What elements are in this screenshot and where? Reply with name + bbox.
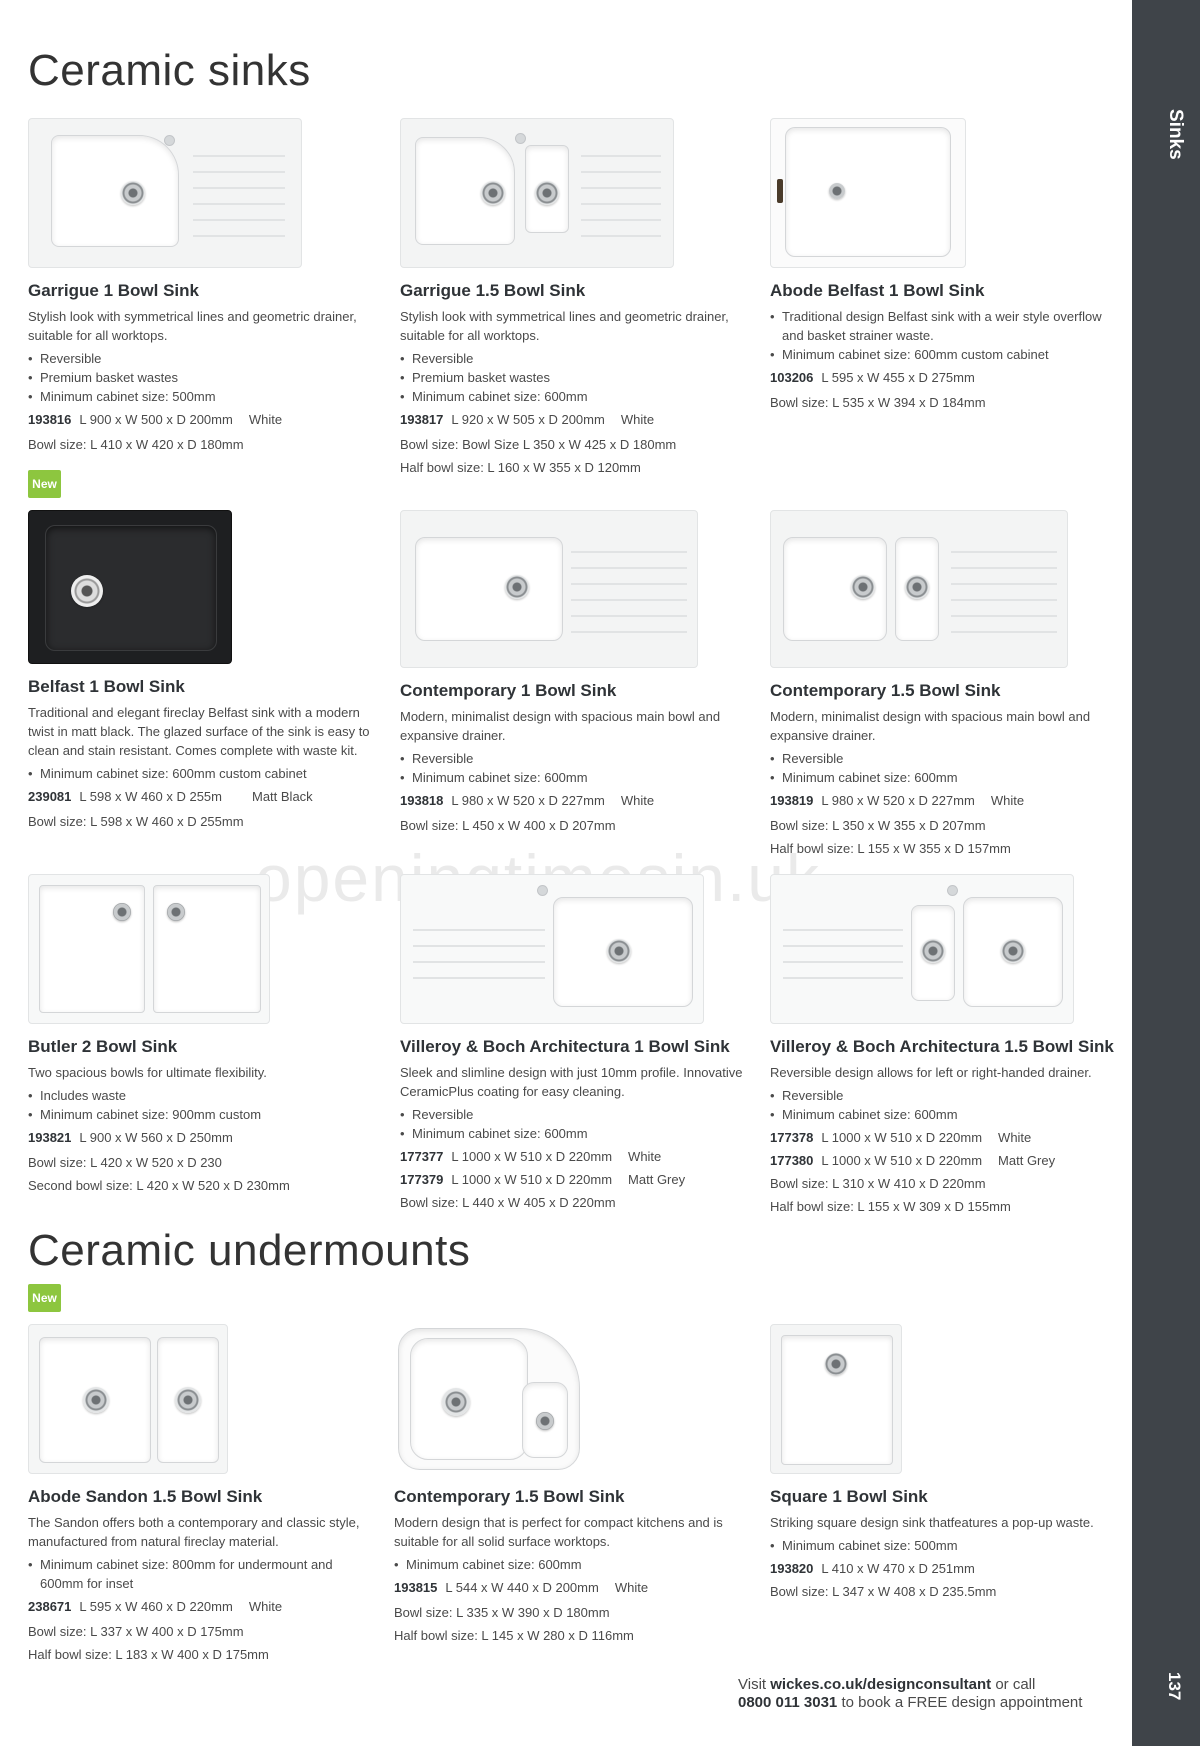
spec-row [400,1147,748,1166]
dimensions: L 980 x W 520 x D 227mm [821,793,975,808]
dimensions: L 1000 x W 510 x D 220mm [451,1172,613,1187]
product-code: 177377 [400,1149,444,1164]
product-code: 238671 [28,1599,72,1614]
bowl-size: Bowl size: L 535 x W 394 x D 184mm [770,395,986,410]
feature-item: • Reversible [400,749,748,768]
product-name: Villeroy & Boch Architectura 1.5 Bowl Sink [770,1037,1114,1056]
bowl-size: Bowl size: L 598 x W 460 x D 255mm [28,814,244,829]
product-code: 193821 [28,1130,72,1145]
page-number: 137 [1165,1672,1184,1701]
feature-item: • Minimum cabinet size: 600mm [400,768,748,787]
product-card-belfast-black[interactable] [28,510,376,831]
feature-item: • Reversible [400,1105,748,1124]
feature-item: • Premium basket wastes [400,368,748,387]
product-code: 193820 [770,1561,814,1576]
product-description: Stylish look with symmetrical lines and geometric drainer, suitable for all worktops. [400,309,729,343]
finish: White [248,1599,283,1614]
finish: White [620,412,655,427]
product-card-abode-sandon[interactable] [28,1324,376,1664]
bowl-size: Bowl size: L 410 x W 420 x D 180mm [28,437,244,452]
product-name: Garrigue 1.5 Bowl Sink [400,281,586,300]
feature-list [400,749,748,787]
feature-list [770,1086,1118,1124]
sink-image [400,874,704,1024]
sink-image [770,874,1074,1024]
finish: Matt Grey [998,1153,1056,1168]
feature-list [28,1086,376,1124]
feature-list [28,1555,376,1593]
sink-image [28,1324,228,1474]
finish: White [628,1149,662,1164]
product-name: Abode Belfast 1 Bowl Sink [770,281,985,300]
spec-row [770,1151,1118,1170]
product-code: 193817 [400,412,444,427]
product-name: Contemporary 1 Bowl Sink [400,681,617,700]
product-description: Striking square design sink thatfeatures a pop-up waste. [770,1515,1094,1530]
feature-item: • Minimum cabinet size: 600mm custom cabinet [28,764,376,783]
spec-row [28,787,376,806]
spec-row [400,1170,748,1189]
spec-row [770,1559,1118,1578]
product-name: Garrigue 1 Bowl Sink [28,281,199,300]
product-description: Stylish look with symmetrical lines and geometric drainer, suitable for all worktops. [28,309,357,343]
finish: White [248,412,283,427]
product-card-contemporary-15-bowl[interactable] [770,510,1118,858]
product-description: Traditional and elegant fireclay Belfast sink with a modern twist in matt black. The glazed surface of the sink is easy to clean and stain resistant. Comes complete with waste kit. [28,705,370,758]
product-description: The Sandon offers both a contemporary and classic style, manufactured from natural fireclay material. [28,1515,360,1549]
footer-visit: Visit [738,1676,767,1693]
feature-item: • Minimum cabinet size: 500mm [28,387,376,406]
sink-image [28,874,270,1024]
feature-item: • Reversible [28,349,376,368]
feature-item: • Reversible [400,349,748,368]
second-bowl-size: Second bowl size: L 420 x W 520 x D 230mm [28,1178,290,1193]
product-name: Square 1 Bowl Sink [770,1487,928,1506]
product-card-contemporary-1-bowl[interactable] [400,510,748,835]
spec-row [770,791,1118,810]
feature-item: • Minimum cabinet size: 600mm [400,1124,748,1143]
bowl-size: Bowl size: L 350 x W 355 x D 207mm [770,818,986,833]
feature-item: • Includes waste [28,1086,376,1105]
dimensions: L 980 x W 520 x D 227mm [451,793,605,808]
product-code: 193818 [400,793,444,808]
feature-item: • Minimum cabinet size: 900mm custom [28,1105,376,1124]
dimensions: L 544 x W 440 x D 200mm [445,1580,599,1595]
product-name: Abode Sandon 1.5 Bowl Sink [28,1487,263,1506]
feature-item: • Minimum cabinet size: 600mm custom cabinet [770,345,1118,364]
product-description: Modern design that is perfect for compact kitchens and is suitable for all solid surface worktops. [394,1515,723,1549]
product-code: 177378 [770,1130,814,1145]
half-bowl-size: Half bowl size: L 155 x W 355 x D 157mm [770,841,1011,856]
feature-list [28,764,376,783]
spec-row [400,410,748,429]
product-card-vb-architectura-15-bowl[interactable] [770,874,1118,1216]
footer-cta [738,1676,1118,1712]
dimensions: L 410 x W 470 x D 251mm [821,1561,975,1576]
bowl-size: Bowl size: Bowl Size L 350 x W 425 x D 180mm [400,437,677,452]
bowl-size: Bowl size: L 420 x W 520 x D 230 [28,1155,222,1170]
sidebar-tab-label: Sinks [1165,108,1186,160]
product-card-garrigue-1-bowl[interactable] [28,118,376,454]
feature-list [770,307,1118,364]
half-bowl-size: Half bowl size: L 155 x W 309 x D 155mm [770,1199,1011,1214]
product-name: Belfast 1 Bowl Sink [28,677,185,696]
footer-suffix: to book a FREE design appointment [841,1694,1083,1711]
spec-row [28,1128,376,1147]
feature-item: • Minimum cabinet size: 600mm [394,1555,742,1574]
spec-row [770,368,1118,387]
product-card-square-1-bowl[interactable] [770,1324,1118,1601]
bowl-size: Bowl size: L 347 x W 408 x D 235.5mm [770,1584,997,1599]
footer-url-link[interactable]: wickes.co.uk/designconsultant [770,1676,992,1693]
right-sidebar [1132,0,1200,1746]
feature-list [770,1536,1118,1555]
product-name: Villeroy & Boch Architectura 1 Bowl Sink [400,1037,730,1056]
sink-image [770,510,1068,668]
feature-item: • Minimum cabinet size: 600mm [770,768,1118,787]
product-card-abode-belfast[interactable] [770,118,1118,412]
sink-image [394,1324,584,1474]
product-code: 193815 [394,1580,438,1595]
product-code: 193819 [770,793,814,808]
half-bowl-size: Half bowl size: L 183 x W 400 x D 175mm [28,1647,269,1662]
footer-phone[interactable]: 0800 011 3031 [738,1694,838,1711]
feature-list [770,749,1118,787]
product-code: 177379 [400,1172,444,1187]
product-description: Reversible design allows for left or right-handed drainer. [770,1065,1092,1080]
spec-row [28,1597,376,1616]
sink-image [400,510,698,668]
finish: Matt Black [251,789,313,804]
half-bowl-size: Half bowl size: L 145 x W 280 x D 116mm [394,1628,634,1643]
feature-list [394,1555,742,1574]
spec-row [394,1578,742,1597]
product-code: 103206 [770,370,814,385]
dimensions: L 1000 x W 510 x D 220mm [821,1130,983,1145]
sink-image [770,1324,902,1474]
product-card-butler-2-bowl[interactable] [28,874,376,1195]
feature-item: • Minimum cabinet size: 800mm for undermount and 600mm for inset [28,1555,376,1593]
new-badge: New [28,1284,61,1312]
feature-item: • Traditional design Belfast sink with a weir style overflow and basket strainer waste. [770,307,1118,345]
dimensions: L 598 x W 460 x D 255m [79,789,222,804]
dimensions: L 900 x W 560 x D 250mm [79,1130,233,1145]
sink-image [770,118,966,268]
feature-item: • Reversible [770,749,1118,768]
bowl-size: Bowl size: L 440 x W 405 x D 220mm [400,1195,616,1210]
section-title-ceramic-sinks: Ceramic sinks [28,46,311,95]
bowl-size: Bowl size: L 310 x W 410 x D 220mm [770,1176,986,1191]
new-badge: New [28,470,61,498]
feature-list [28,349,376,406]
finish: Matt Grey [628,1172,686,1187]
feature-item: • Minimum cabinet size: 600mm [770,1105,1118,1124]
feature-list [400,1105,748,1143]
feature-item: • Minimum cabinet size: 600mm [400,387,748,406]
product-description: Modern, minimalist design with spacious main bowl and expansive drainer. [770,709,1091,743]
dimensions: L 595 x W 460 x D 220mm [79,1599,233,1614]
spec-row [400,791,748,810]
product-description: Sleek and slimline design with just 10mm profile. Innovative CeramicPlus coating for easy cleaning. [400,1065,743,1099]
feature-item: • Reversible [770,1086,1118,1105]
product-card-contemporary-15-undermount[interactable] [394,1324,742,1645]
bowl-size: Bowl size: L 337 x W 400 x D 175mm [28,1624,244,1639]
product-card-garrigue-15-bowl[interactable] [400,118,748,477]
sink-image [400,118,674,268]
dimensions: L 595 x W 455 x D 275mm [821,370,975,385]
product-code: 239081 [28,789,72,804]
product-code: 177380 [770,1153,814,1168]
feature-item: • Minimum cabinet size: 500mm [770,1536,1118,1555]
half-bowl-size: Half bowl size: L 160 x W 355 x D 120mm [400,460,641,475]
feature-item: • Premium basket wastes [28,368,376,387]
dimensions: L 900 x W 500 x D 200mm [79,412,233,427]
finish: White [614,1580,649,1595]
product-name: Butler 2 Bowl Sink [28,1037,178,1056]
product-name: Contemporary 1.5 Bowl Sink [770,681,1001,700]
product-card-vb-architectura-1-bowl[interactable] [400,874,748,1212]
bowl-size: Bowl size: L 450 x W 400 x D 207mm [400,818,616,833]
dimensions: L 1000 x W 510 x D 220mm [451,1149,613,1164]
finish: White [620,793,655,808]
finish: White [998,1130,1032,1145]
sink-image [28,118,302,268]
section-title-ceramic-undermounts: Ceramic undermounts [28,1226,471,1275]
product-name: Contemporary 1.5 Bowl Sink [394,1487,625,1506]
product-description: Modern, minimalist design with spacious main bowl and expansive drainer. [400,709,721,743]
spec-row [770,1128,1118,1147]
sink-image [28,510,232,664]
finish: White [990,793,1025,808]
product-description: Two spacious bowls for ultimate flexibility. [28,1065,267,1080]
product-code: 193816 [28,412,72,427]
bowl-size: Bowl size: L 335 x W 390 x D 180mm [394,1605,610,1620]
dimensions: L 920 x W 505 x D 200mm [451,412,605,427]
feature-list [400,349,748,406]
dimensions: L 1000 x W 510 x D 220mm [821,1153,983,1168]
footer-or-call: or call [995,1676,1036,1693]
spec-row [28,410,376,429]
